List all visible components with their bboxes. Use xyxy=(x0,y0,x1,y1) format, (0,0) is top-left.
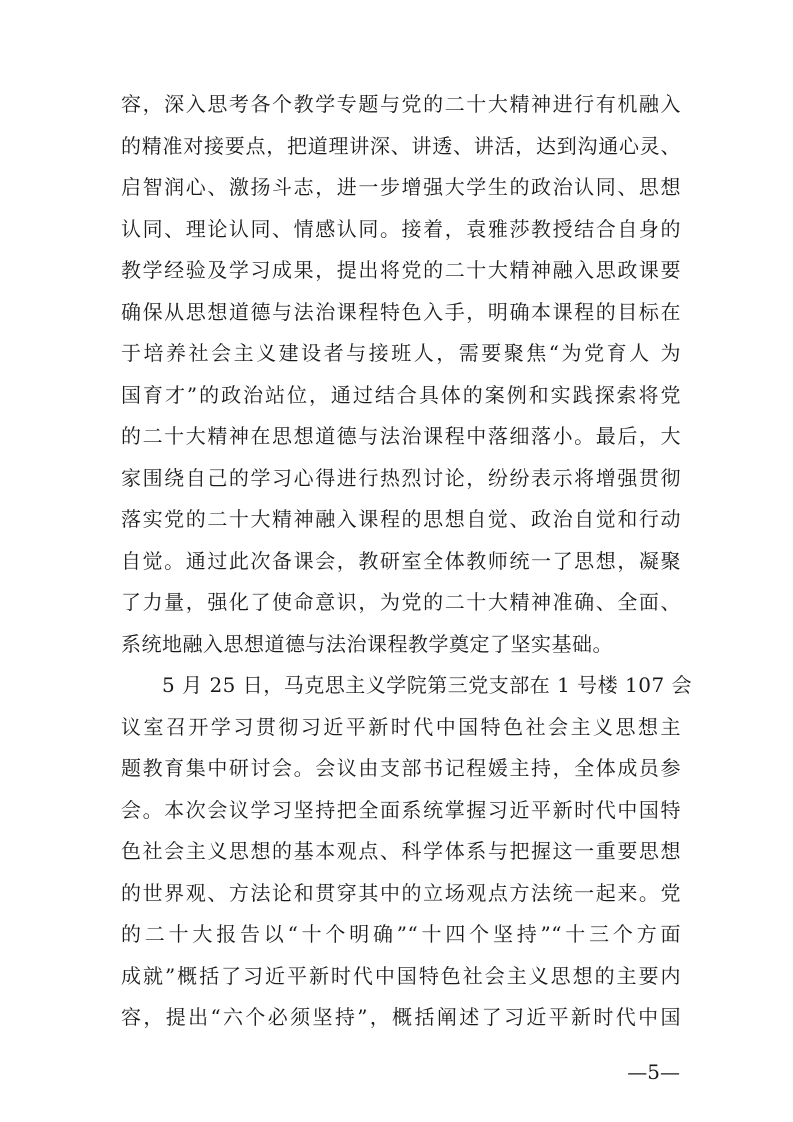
paragraph-1-line-5: 教学经验及学习成果，提出将党的二十大精神融入思政课要 xyxy=(121,258,681,282)
paragraph-2-line-6: 的世界观、方法论和贯穿其中的立场观点方法统一起来。党 xyxy=(121,880,681,905)
paragraph-2-line-4: 会。本次会议学习坚持把全面系统掌握习近平新时代中国特 xyxy=(121,797,681,822)
paragraph-1-line-13: 了力量，强化了使命意识，为党的二十大精神准确、全面、 xyxy=(121,590,681,614)
paragraph-1-line-12: 自觉。通过此次备课会，教研室全体教师统一了思想，凝聚 xyxy=(121,548,681,573)
paragraph-2-line-2: 议室召开学习贯彻习近平新时代中国特色社会主义思想主 xyxy=(121,714,681,739)
paragraph-2-line-3: 题教育集中研讨会。会议由支部书记程媛主持，全体成员参 xyxy=(121,756,681,780)
page-number: —5— xyxy=(627,1060,680,1084)
paragraph-1-line-10: 家围绕自己的学习心得进行热烈讨论，纷纷表示将增强贯彻 xyxy=(121,465,681,490)
paragraph-2-line-5: 色社会主义思想的基本观点、科学体系与把握这一重要思想 xyxy=(121,839,681,863)
paragraph-1-line-6: 确保从思想道德与法治课程特色入手，明确本课程的目标在 xyxy=(121,299,681,324)
paragraph-1-line-11: 落实党的二十大精神融入课程的思想自觉、政治自觉和行动 xyxy=(121,507,681,531)
paragraph-2-line-1: 5 月 25 日，马克思主义学院第三党支部在 1 号楼 107 会 xyxy=(162,673,693,697)
paragraph-1-line-7: 于培养社会主义建设者与接班人，需要聚焦“为党育人 为 xyxy=(121,341,681,365)
paragraph-1-line-14: 系统地融入思想道德与法治课程教学奠定了坚实基础。 xyxy=(121,631,613,656)
paragraph-1-line-2: 的精准对接要点，把道理讲深、讲透、讲活，达到沟通心灵、 xyxy=(121,133,681,158)
paragraph-2-line-9: 容，提出“六个必须坚持”，概括阐述了习近平新时代中国 xyxy=(121,1005,681,1029)
paragraph-1-line-8: 国育才”的政治站位，通过结合具体的案例和实践探索将党 xyxy=(121,382,681,407)
paragraph-1-line-9: 的二十大精神在思想道德与法治课程中落细落小。最后，大 xyxy=(121,424,681,448)
paragraph-2-line-7: 的二十大报告以“十个明确”“十四个坚持”“十三个方面 xyxy=(121,922,681,946)
paragraph-1-line-1: 容，深入思考各个教学专题与党的二十大精神进行有机融入 xyxy=(121,92,681,116)
paragraph-2-line-8: 成就”概括了习近平新时代中国特色社会主义思想的主要内 xyxy=(121,963,681,988)
paragraph-1-line-3: 启智润心、激扬斗志，进一步增强大学生的政治认同、思想 xyxy=(121,175,681,199)
paragraph-1-line-4: 认同、理论认同、情感认同。接着，袁雅莎教授结合自身的 xyxy=(121,216,681,241)
